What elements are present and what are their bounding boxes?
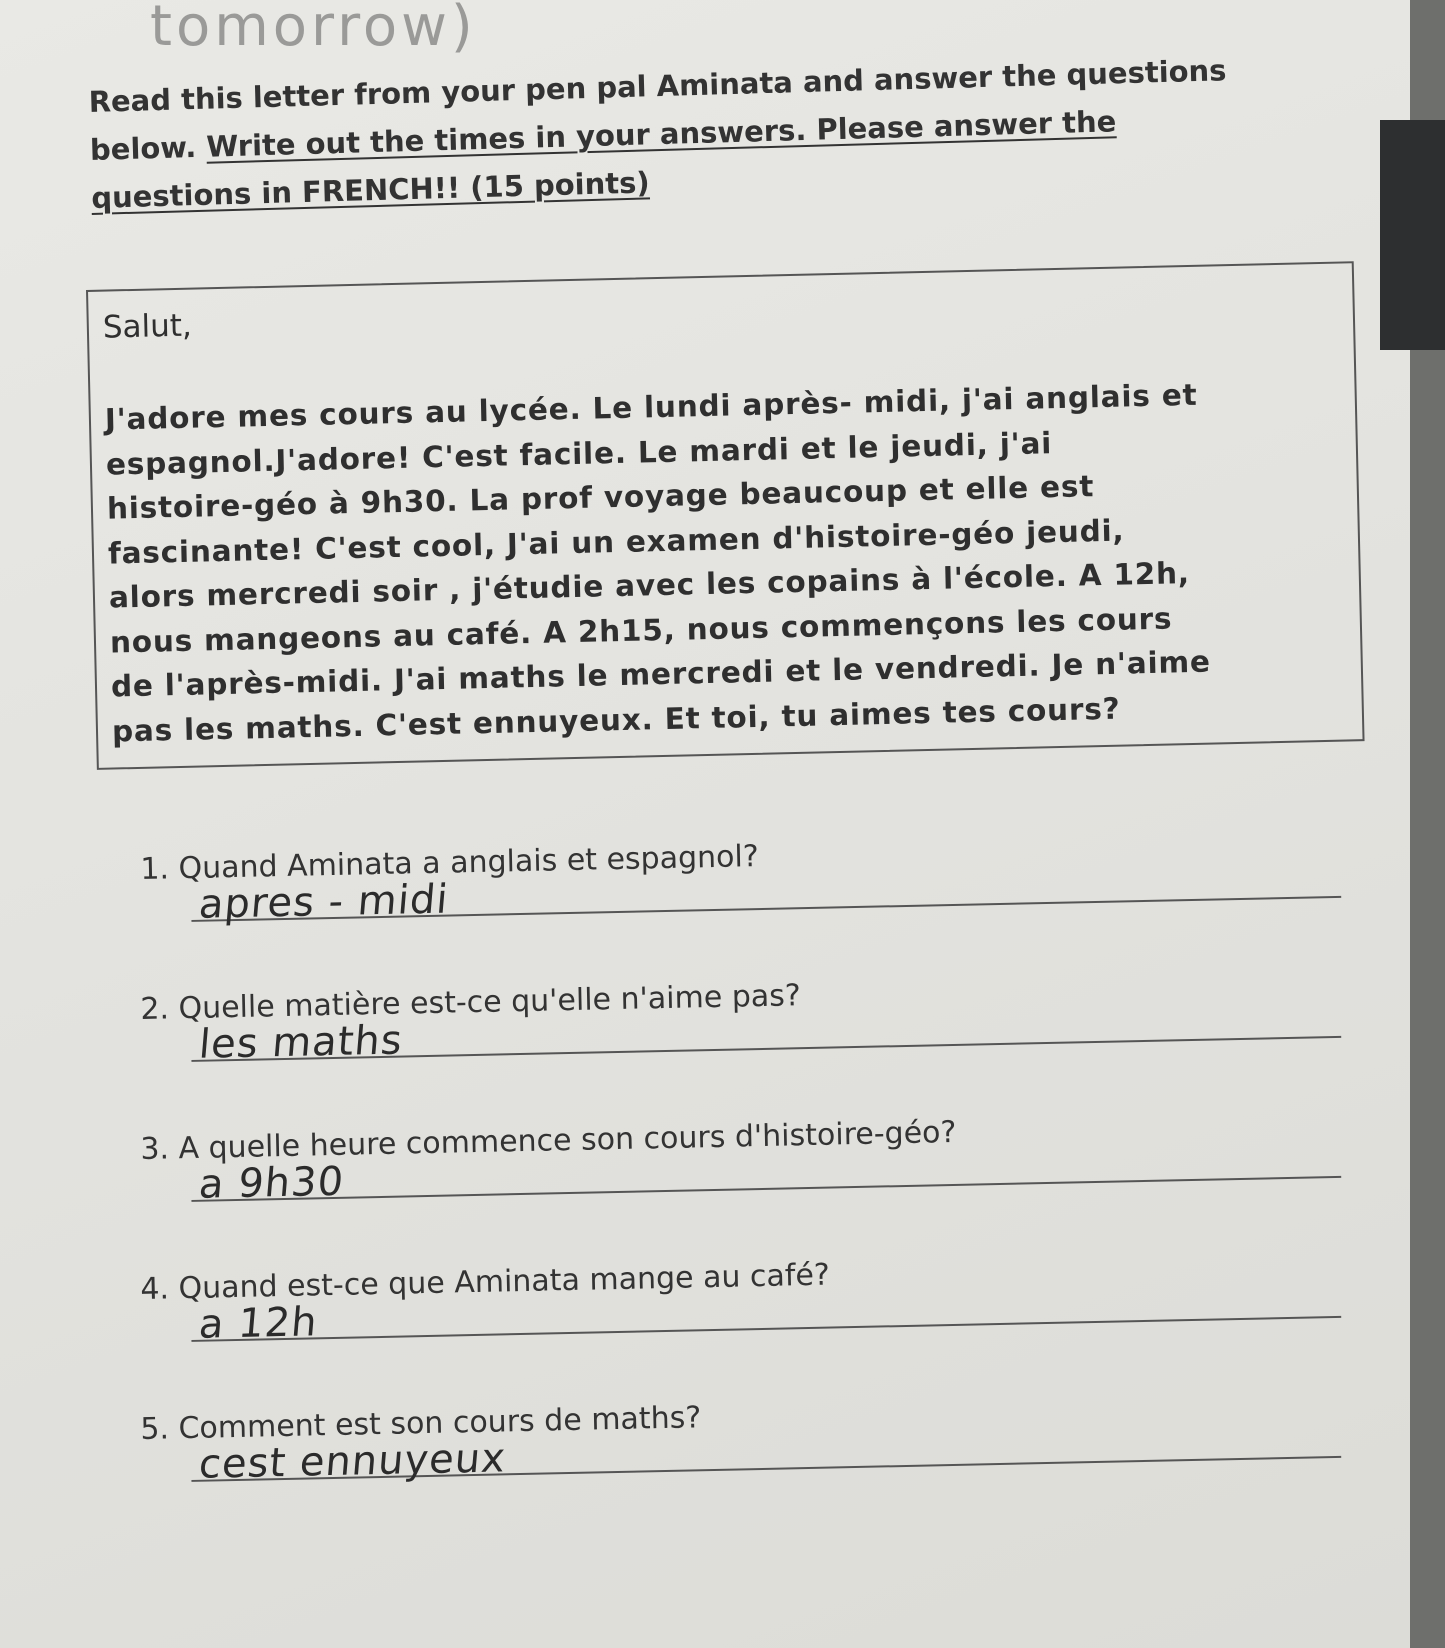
question-3 bbox=[140, 1106, 1361, 1208]
instructions-underlined-text: Write out the times in your answers. Please answer the questions in FRENCH!! (15 points) bbox=[90, 104, 1117, 215]
question-4 bbox=[140, 1246, 1361, 1348]
handwritten-answer: cest ennuyeux bbox=[197, 1435, 508, 1488]
question-text: 4. Quand est-ce que Aminata mange au café? bbox=[140, 1257, 831, 1307]
question-2 bbox=[140, 966, 1361, 1068]
instructions-text: Read this letter from your pen pal Aminata and answer the questions below. bbox=[88, 53, 1227, 167]
letter-box bbox=[86, 261, 1365, 770]
handwritten-answer: a 9h30 bbox=[197, 1158, 346, 1208]
handwritten-answer: apres - midi bbox=[197, 876, 451, 928]
question-text: 5. Comment est son cours de maths? bbox=[140, 1400, 702, 1447]
handwritten-answer: les maths bbox=[197, 1017, 405, 1068]
question-text: 2. Quelle matière est-ce qu'elle n'aime pas? bbox=[140, 978, 802, 1027]
question-1 bbox=[140, 826, 1361, 928]
question-text: 1. Quand Aminata a anglais et espagnol? bbox=[140, 839, 760, 887]
question-text: 3. A quelle heure commence son cours d'histoire-géo? bbox=[140, 1114, 957, 1167]
instructions bbox=[88, 45, 1262, 222]
letter-greeting: Salut, bbox=[102, 307, 193, 346]
handwritten-answer: a 12h bbox=[197, 1299, 320, 1348]
letter-body: J'adore mes cours au lycée. Le lundi après- midi, j'ai anglais et espagnol.J'adore! C'est facile. Le mardi et le jeudi, j'ai histoire-géo à 9h30. La prof voyage beaucoup et elle est fascinante! C'est cool, J'ai un examen d'histoire-géo jeudi, alors mercredi soir , j'étudie avec les copains à l'école. A 12h, nous mangeons au café. A 2h15, nous commençons les cours de l'après-midi. J'ai maths le mercredi et le vendredi. Je n'aime pas les maths. C'est ennuyeux. Et toi, tu aimes tes cours? bbox=[104, 377, 1212, 749]
question-5 bbox=[140, 1386, 1361, 1488]
background-edge bbox=[1380, 120, 1445, 350]
handwritten-note: tomorrow) bbox=[150, 0, 477, 59]
